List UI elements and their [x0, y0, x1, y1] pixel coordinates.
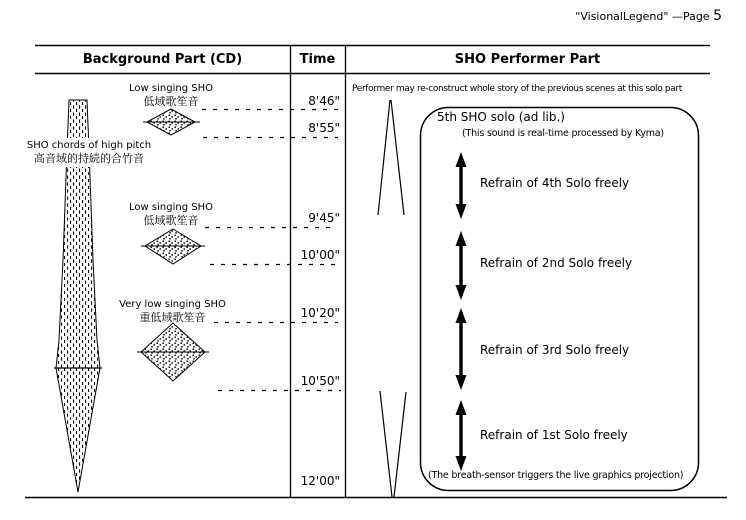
time-mark-2: 8'55" [308, 121, 340, 135]
sho-chords-note [6, 138, 172, 167]
time-mark-5: 10'20" [300, 306, 340, 320]
refrain-label-2: Refrain of 2nd Solo freely [480, 256, 633, 270]
solo-title: 5th SHO solo (ad lib.) [437, 110, 565, 124]
event-label-1 [115, 83, 227, 108]
sho-chords-note-en: SHO chords of high pitch [26, 140, 152, 151]
column-header-background: Background Part (CD) [82, 52, 243, 67]
refrain-arrow-1 [456, 152, 467, 219]
sho-chords-note-cjk: 高音域的持続的合竹音 [34, 152, 144, 165]
event-label-2-cjk: 低域歌笙音 [143, 214, 199, 227]
time-mark-4: 10'00" [300, 248, 340, 262]
event-label-3 [100, 299, 245, 324]
event-label-3-cjk: 重低域歌笙音 [139, 311, 206, 324]
event-label-2-en: Low singing SHO [129, 202, 213, 213]
event-label-1-cjk: 低域歌笙音 [143, 95, 199, 108]
event-label-1-en: Low singing SHO [129, 83, 213, 94]
refrain-label-1: Refrain of 4th Solo freely [480, 176, 630, 190]
performer-spike-top-shape [378, 100, 404, 215]
event-label-3-en: Very low singing SHO [119, 299, 226, 310]
page-number: 5 [713, 8, 722, 24]
refrain-label-3: Refrain of 3rd Solo freely [480, 343, 630, 357]
time-mark-3: 9'45" [308, 211, 340, 225]
page-header [575, 8, 722, 24]
refrain-arrow-4 [456, 400, 467, 471]
refrain-arrow-3 [456, 308, 467, 390]
performer-intro-note: Performer may re-construct whole story of the previous scenes at this solo part [352, 84, 682, 94]
time-mark-1: 8'46" [308, 94, 340, 108]
refrain-arrow-2 [456, 231, 467, 300]
event-label-2 [115, 202, 227, 227]
column-header-time: Time [299, 52, 336, 67]
column-header-performer: SHO Performer Part [454, 52, 601, 67]
performer-spike-bottom-shape [380, 391, 406, 497]
solo-subtitle: (This sound is real-time processed by Kyma) [462, 128, 664, 139]
page-title: "VisionalLegend" —Page [575, 10, 710, 23]
breath-sensor-note: (The breath-sensor triggers the live graphics projection) [428, 470, 684, 481]
time-mark-7: 12'00" [300, 474, 340, 488]
refrain-label-4: Refrain of 1st Solo freely [480, 428, 628, 442]
time-mark-6: 10'50" [300, 374, 340, 388]
